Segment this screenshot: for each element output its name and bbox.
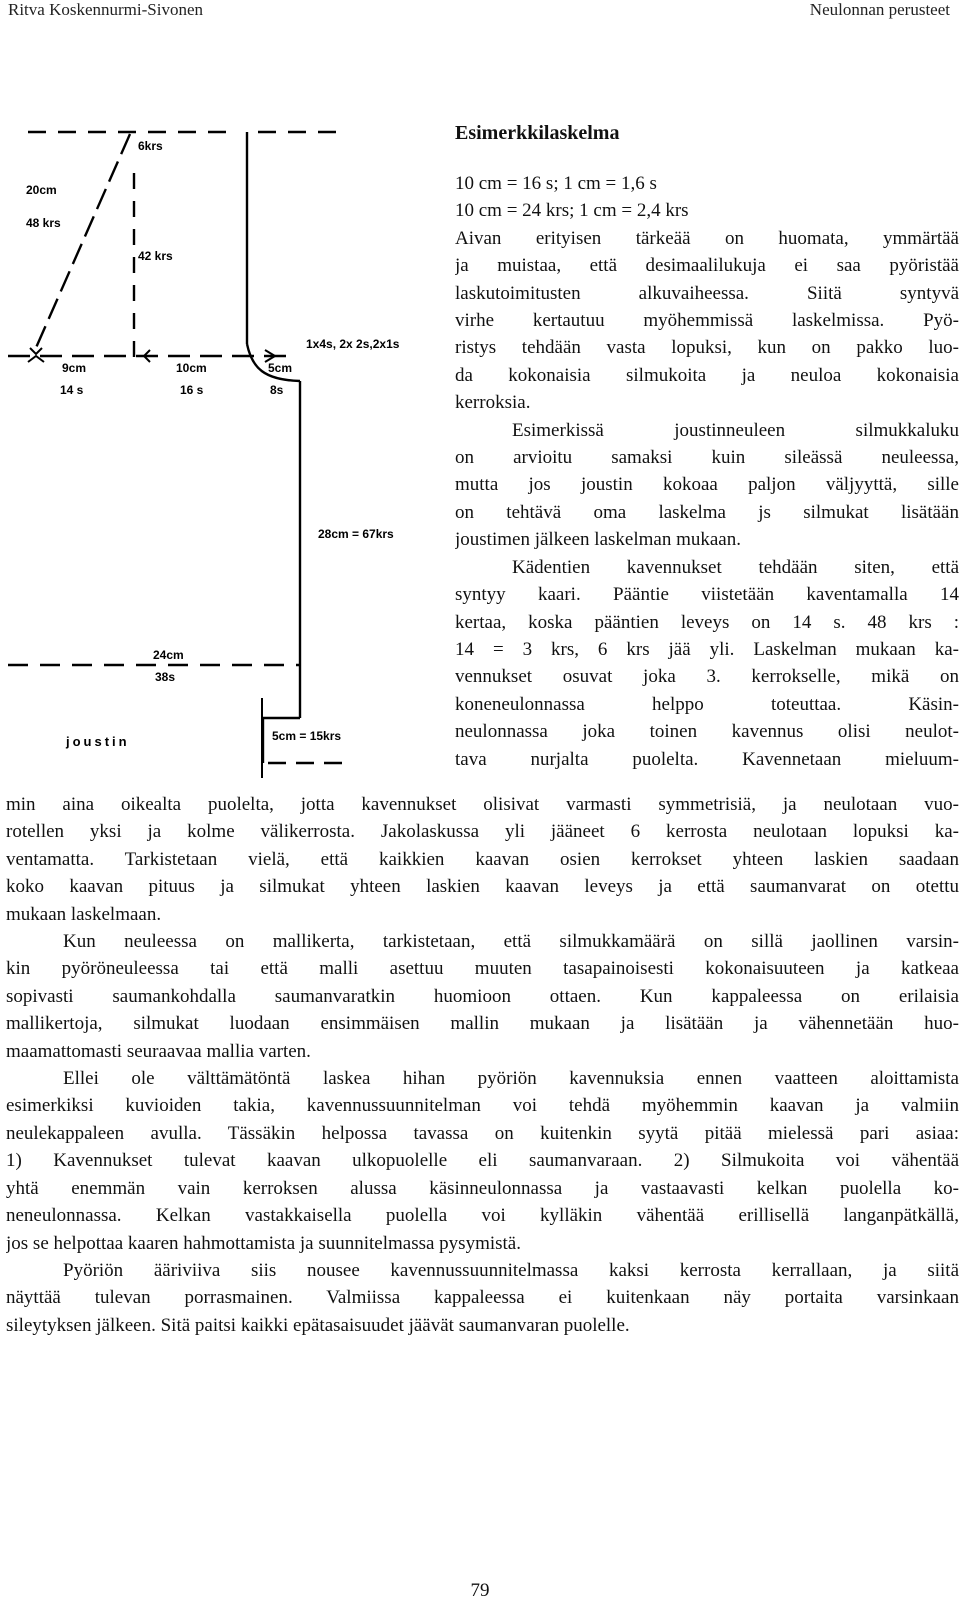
body-line: neneulonnassa. Kelkan vastakkaisella puolella voi kylläkin vähentää erillisellä langanpätkällä, (6, 1205, 959, 1227)
body-line: sileytyksen jälkeen. Sitä paitsi kaikki epätasaisuudet jäävät saumanvaran puolelle. (6, 1314, 630, 1336)
body-line: esimerkiksi kuvioiden takia, kavennussuunnitelman voi tehdä myöhemmin kaavan ja valmiin (6, 1095, 959, 1117)
label-left-rows: 48 krs (26, 216, 61, 230)
label-length: 28cm = 67krs (318, 527, 394, 541)
section-line: mutta jos joustin kokoaa paljon väljyyttä, sille (455, 474, 959, 496)
label-armhole-decrease: 1x4s, 2x 2s,2x1s (306, 337, 400, 351)
section-line: Aivan erityisen tärkeää on huomata, ymmärtää (455, 227, 959, 249)
label-neck-s: 16 s (180, 383, 204, 397)
label-half-width-cm: 24cm (153, 648, 184, 662)
body-line: yhtä enemmän vain kerroksen alussa käsinneulonnassa ja vastaavasti kelkan puolella ko- (6, 1177, 959, 1199)
label-side-cm: 5cm (268, 361, 293, 375)
section-line: syntyy kaari. Pääntie viistetään kaventamalla 14 (455, 584, 959, 606)
section-line: ristys tehdään vasta lopuksi, kun on pakko luo- (455, 337, 959, 359)
label-left-width: 20cm (26, 183, 57, 197)
body-line: neulekappaleen avulla. Tässäkin helpossa tavassa on kuitenkin syytä pitää mielessä pari asiaa: (6, 1122, 959, 1144)
body-line: Pyöriön ääriviiva siis nousee kavennussuunnitelmassa kaksi kerrosta kerrallaan, ja siitä (63, 1259, 959, 1281)
section-line: on tehtävä oma laskelma js silmukat lisätään (455, 501, 959, 523)
section-line: neulonnassa joka toinen kavennus olisi neulot- (455, 721, 959, 743)
body-line: mallikertoja, silmukat luodaan ensimmäisen mallin mukaan ja lisätään ja vähennetään huo- (6, 1013, 959, 1035)
label-shoulder-s: 14 s (60, 383, 84, 397)
body-line: rotellen yksi ja kolme välikerrosta. Jakolaskussa yli jääneet 6 kerrosta neulotaan lopuksi ka- (6, 821, 959, 843)
neck-diagonal (35, 134, 130, 350)
label-side-s: 8s (270, 383, 284, 397)
section-line: on arvioitu samaksi kuin sileässä neuleessa, (455, 447, 959, 469)
body-line: koko kaavan pituus ja silmukat yhteen laskien kaavan leveys ja että saumanvarat on otettu (6, 876, 959, 898)
body-line: kin pyöröneuleessa tai että malli asettuu muuten tasapainoisesti kokonaisuuteen ja katkeaa (6, 958, 959, 980)
header-book-title: Neulonnan perusteet (809, 0, 950, 19)
section-line: virhe kertautuu myöhemmissä laskelmissa. Pyö- (455, 310, 959, 332)
body-line: ventamatta. Tarkistetaan vielä, että kaikkien kaavan osien kerrokset yhteen laskien saadaan (6, 848, 959, 870)
section-line: laskutoimitusten alkuvaiheessa. Siitä syntyvä (455, 282, 959, 304)
label-ribbing: joustin (66, 734, 130, 749)
section-line: ja muistaa, että desimaalilukuja ei saa pyöristää (455, 255, 959, 277)
body-line: maamattomasti seuraavaa mallia varten. (6, 1040, 311, 1062)
section-line: kertaa, koska pääntien leveys on 14 s. 48 krs : (455, 611, 959, 633)
section-line: 10 cm = 24 krs; 1 cm = 2,4 krs (455, 200, 689, 222)
section-line: koneneulonnassa helppo toteuttaa. Käsin- (455, 693, 959, 715)
label-mid-rows: 42 krs (138, 249, 173, 263)
section-line: vennukset osuvat joka 3. kerrokselle, mikä on (455, 666, 959, 688)
label-half-width-s: 38s (155, 670, 176, 684)
section-line: Esimerkissä joustinneuleen silmukkaluku (512, 419, 959, 441)
body-line: 1) Kavennukset tulevat kaavan ulkopuolelle eli saumanvaraan. 2) Silmukoita voi vähentää (6, 1150, 959, 1172)
label-shoulder-cm: 9cm (62, 361, 87, 375)
body-line: min aina oikealta puolelta, jotta kavennukset olisivat varmasti symmetrisiä, ja neulotaan vuo- (6, 794, 959, 815)
page-number: 79 (470, 1580, 490, 1601)
section-line: 14 = 3 krs, 6 krs jää yli. Laskelman mukaan ka- (455, 638, 959, 660)
section-line: 10 cm = 16 s; 1 cm = 1,6 s (455, 173, 657, 194)
body-line: mukaan laskelmaan. (6, 903, 162, 925)
body-line: Kun neuleessa on mallikerta, tarkistetaan, että silmukkamäärä on sillä jaollinen varsin- (63, 931, 959, 953)
section-line: kerroksia. (455, 392, 531, 414)
section-line: da kokonaisia silmukoita ja neuloa kokonaisia (455, 364, 959, 386)
body-line: sopivasti saumankohdalla saumanvaratkin huomioon ottaen. Kun kappaleessa on erilaisia (6, 985, 959, 1007)
label-neck-cm: 10cm (176, 361, 207, 375)
label-ribbing-size: 5cm = 15krs (272, 729, 342, 743)
section-line: Kädentien kavennukset tehdään siten, että (512, 556, 959, 578)
knitting-pattern-diagram (0, 118, 455, 808)
header-author: Ritva Koskennurmi-Sivonen (8, 0, 204, 19)
body-text (6, 791, 959, 1339)
section-line: tava nurjalta puolelta. Kavennetaan mieluum- (455, 748, 959, 770)
body-line: jos se helpottaa kaaren hahmottamista ja suunnitelmassa pysymistä. (6, 1232, 521, 1254)
label-top-rows: 6krs (138, 139, 163, 153)
body-line: Ellei ole välttämätöntä laskea hihan pyöriön kavennuksia ennen vaatteen aloittamista (63, 1068, 959, 1090)
section-column (455, 118, 959, 773)
section-title: Esimerkkilaskelma (455, 122, 620, 144)
section-line: joustimen jälkeen laskelman mukaan. (455, 529, 741, 551)
body-line: näyttää tulevan porrasmainen. Valmiissa kappaleessa ei kuitenkaan näy portaita varsinkaan (6, 1287, 959, 1309)
